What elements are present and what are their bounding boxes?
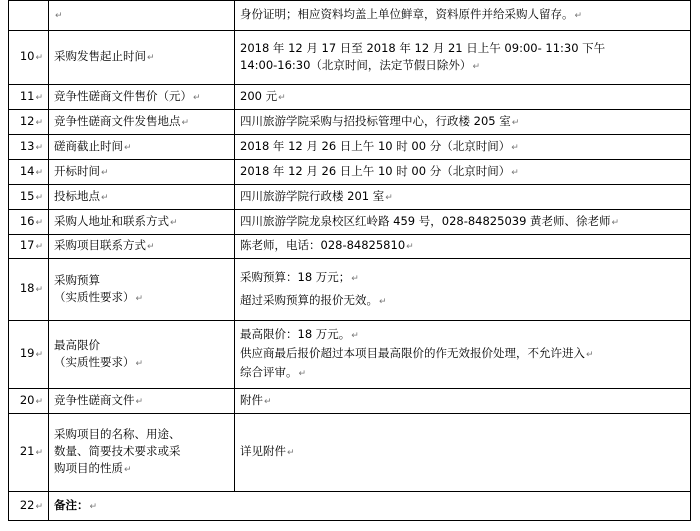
cell-line (240, 345, 685, 364)
table-row (9, 492, 691, 521)
row-number-text: 19 (19, 346, 35, 360)
item-content (235, 321, 691, 389)
cell-line (54, 289, 229, 308)
cell-line (54, 113, 229, 132)
row-number (9, 110, 49, 135)
row-number-text: 10 (19, 49, 35, 63)
item-content (235, 1, 691, 31)
paragraph-mark: ↵ (278, 92, 286, 103)
paragraph-mark: ↵ (472, 61, 480, 72)
cell-line (240, 6, 685, 25)
item-content (235, 160, 691, 185)
paragraph-mark: ↵ (511, 167, 519, 178)
cell-text: 陈老师，电话：028-84825810 (240, 238, 406, 252)
cell-line (54, 237, 229, 256)
row-number (9, 210, 49, 235)
item-label (49, 1, 235, 31)
item-label (49, 414, 235, 492)
cell-text: 四川旅游学院采购与招投标管理中心，行政楼 205 室 (240, 113, 511, 128)
paragraph-mark: ↵ (55, 11, 63, 21)
cell-text: 采购项目联系方式 (54, 238, 146, 252)
row-number-text: 17 (19, 238, 35, 252)
paragraph-mark: ↵ (35, 242, 43, 252)
item-content (235, 185, 691, 210)
paragraph-mark: ↵ (193, 92, 201, 103)
paragraph-mark: ↵ (511, 117, 520, 128)
table-body (9, 1, 691, 521)
item-content (235, 389, 691, 414)
row-number (9, 160, 49, 185)
paragraph-mark: ↵ (35, 92, 43, 103)
paragraph-mark: ↵ (89, 501, 98, 512)
cell-text: 最高限价 (54, 337, 100, 352)
row-number-text: 11 (19, 88, 35, 103)
item-content (235, 85, 691, 110)
paragraph-mark: ↵ (147, 242, 155, 252)
paragraph-mark: ↵ (35, 117, 43, 128)
item-label (49, 110, 235, 135)
paragraph-mark: ↵ (147, 53, 155, 63)
cell-line (240, 88, 685, 107)
row-number (9, 321, 49, 389)
table-row (9, 110, 691, 135)
table-row (9, 85, 691, 110)
cell-line (54, 48, 229, 67)
paragraph-mark: ↵ (264, 396, 272, 407)
cell-line (240, 113, 685, 132)
paragraph-mark: ↵ (385, 192, 393, 203)
cell-line (54, 272, 229, 289)
cell-text: 200 元 (240, 88, 278, 103)
row-number (9, 185, 49, 210)
paragraph-mark: ↵ (35, 217, 43, 228)
cell-line (240, 188, 685, 207)
cell-text: 购项目的性质 (54, 461, 123, 475)
cell-line (54, 354, 229, 373)
cell-text: 2018 年 12 月 26 日上午 10 时 00 分（北京时间） (240, 138, 511, 153)
cell-line (240, 213, 685, 232)
item-label (49, 321, 235, 389)
cell-line (240, 443, 685, 462)
remark-cell (49, 492, 691, 521)
remark-label: 备注： (54, 497, 89, 512)
item-content (235, 31, 691, 85)
paragraph-mark: ↵ (35, 167, 43, 178)
item-content (235, 414, 691, 492)
cell-text: 详见附件 (240, 444, 286, 458)
paragraph-mark: ↵ (574, 11, 583, 21)
cell-text: 超过采购预算的报价无效。 (240, 292, 378, 307)
paragraph-mark: ↵ (287, 448, 295, 458)
cell-line (54, 337, 229, 354)
table-row (9, 210, 691, 235)
paragraph-mark: ↵ (586, 350, 594, 360)
row-number-text: 13 (19, 138, 35, 153)
cell-text: 四川旅游学院龙泉校区红岭路 459 号，028-84825039 黄老师、徐老师 (240, 213, 611, 228)
paragraph-mark: ↵ (101, 192, 109, 203)
paragraph-mark: ↵ (101, 167, 109, 178)
item-label (49, 160, 235, 185)
paragraph-mark: ↵ (379, 296, 387, 307)
row-number (9, 259, 49, 321)
cell-text: 四川旅游学院行政楼 201 室 (240, 188, 385, 203)
cell-line (54, 460, 229, 479)
cell-line (54, 426, 229, 443)
row-number (9, 389, 49, 414)
item-label (49, 389, 235, 414)
paragraph-mark: ↵ (35, 501, 43, 512)
cell-line (240, 57, 685, 76)
cell-text: 采购预算：18 万元； (240, 269, 351, 284)
item-content (235, 210, 691, 235)
paragraph-mark: ↵ (135, 293, 144, 304)
cell-line (240, 292, 685, 311)
cell-line (240, 364, 685, 383)
cell-text: 竞争性磋商文件售价（元） (54, 88, 192, 103)
procurement-info-table (8, 0, 691, 521)
paragraph-mark: ↵ (351, 331, 359, 341)
cell-text: 综合评审。 (240, 365, 298, 379)
row-number-text: 22 (19, 497, 35, 512)
cell-line (54, 392, 229, 411)
row-number (9, 31, 49, 85)
row-number-text: 21 (19, 444, 35, 458)
row-number-text: 12 (19, 113, 35, 128)
paragraph-mark: ↵ (170, 217, 178, 228)
row-number-text: 20 (19, 392, 35, 407)
paragraph-mark: ↵ (406, 242, 414, 252)
cell-line (54, 443, 229, 460)
paragraph-mark: ↵ (35, 448, 43, 458)
cell-line (240, 237, 685, 256)
table-row (9, 321, 691, 389)
table-row (9, 160, 691, 185)
paragraph-mark: ↵ (135, 396, 144, 407)
cell-text: （实质性要求） (54, 289, 135, 304)
cell-text: 采购发售起止时间 (54, 49, 146, 63)
row-number-text: 14 (19, 163, 35, 178)
cell-text: 身份证明；相应资料均盖上单位鲜章，资料原件并给采购人留存。 (240, 7, 574, 21)
paragraph-mark: ↵ (511, 142, 519, 153)
cell-text: 采购预算 (54, 272, 100, 287)
table-row (9, 31, 691, 85)
cell-line (54, 188, 229, 207)
cell-text: 投标地点 (54, 188, 100, 203)
item-label (49, 85, 235, 110)
row-number (9, 1, 49, 31)
paragraph-mark: ↵ (298, 369, 307, 379)
cell-text: 供应商最后报价超过本项目最高限价的作无效报价处理，不允许进入 (240, 346, 585, 360)
cell-text: 竞争性磋商文件 (54, 392, 135, 407)
row-number (9, 414, 49, 492)
table-row (9, 235, 691, 259)
item-label (49, 210, 235, 235)
paragraph-mark: ↵ (181, 117, 190, 128)
cell-line (240, 163, 685, 182)
cell-text: 最高限价：18 万元。 (240, 327, 351, 341)
cell-text: 磋商截止时间 (54, 138, 123, 153)
paragraph-mark: ↵ (35, 53, 43, 63)
item-content (235, 110, 691, 135)
paragraph-mark: ↵ (124, 142, 132, 153)
cell-text: 附件 (240, 392, 263, 407)
cell-line (54, 138, 229, 157)
cell-line (54, 163, 229, 182)
table-row (9, 1, 691, 31)
paragraph-mark: ↵ (35, 192, 43, 203)
row-number-text: 15 (19, 188, 35, 203)
paragraph-mark: ↵ (351, 273, 359, 284)
cell-text: 竞争性磋商文件发售地点 (54, 113, 181, 128)
paragraph-mark: ↵ (35, 396, 43, 407)
row-number-text: 16 (19, 213, 35, 228)
item-label (49, 185, 235, 210)
cell-line (54, 6, 229, 25)
item-label (49, 135, 235, 160)
paragraph-mark: ↵ (135, 358, 144, 369)
paragraph-mark: ↵ (35, 350, 43, 360)
item-content (235, 259, 691, 321)
cell-line (240, 40, 685, 57)
item-content (235, 135, 691, 160)
table-row (9, 135, 691, 160)
cell-text: （实质性要求） (54, 354, 135, 369)
item-label (49, 259, 235, 321)
cell-line (54, 88, 229, 107)
cell-line (240, 269, 685, 288)
item-content (235, 235, 691, 259)
cell-text: 数量、简要技术要求或采 (54, 444, 181, 458)
cell-text: 2018 年 12 月 26 日上午 10 时 00 分（北京时间） (240, 163, 511, 178)
paragraph-mark: ↵ (124, 465, 132, 475)
item-label (49, 31, 235, 85)
cell-text: 开标时间 (54, 163, 100, 178)
cell-line (240, 392, 685, 411)
paragraph-mark: ↵ (35, 285, 43, 295)
table-row (9, 185, 691, 210)
row-number (9, 135, 49, 160)
cell-text: 2018 年 12 月 17 日至 2018 年 12 月 21 日上午 09:00- 11:30 下午 (240, 40, 606, 55)
cell-text: 采购人地址和联系方式 (54, 213, 169, 228)
table-row (9, 414, 691, 492)
cell-line (240, 326, 685, 345)
row-number (9, 492, 49, 521)
row-number-text: 18 (19, 281, 35, 295)
cell-line (240, 138, 685, 157)
item-label (49, 235, 235, 259)
cell-text: 采购项目的名称、用途、 (54, 427, 181, 441)
cell-text: 14:00-16:30（北京时间，法定节假日除外） (240, 57, 472, 72)
paragraph-mark: ↵ (35, 142, 43, 153)
paragraph-mark: ↵ (611, 217, 620, 228)
cell-line (54, 213, 229, 232)
table-row (9, 389, 691, 414)
table-row (9, 259, 691, 321)
row-number (9, 235, 49, 259)
row-number (9, 85, 49, 110)
